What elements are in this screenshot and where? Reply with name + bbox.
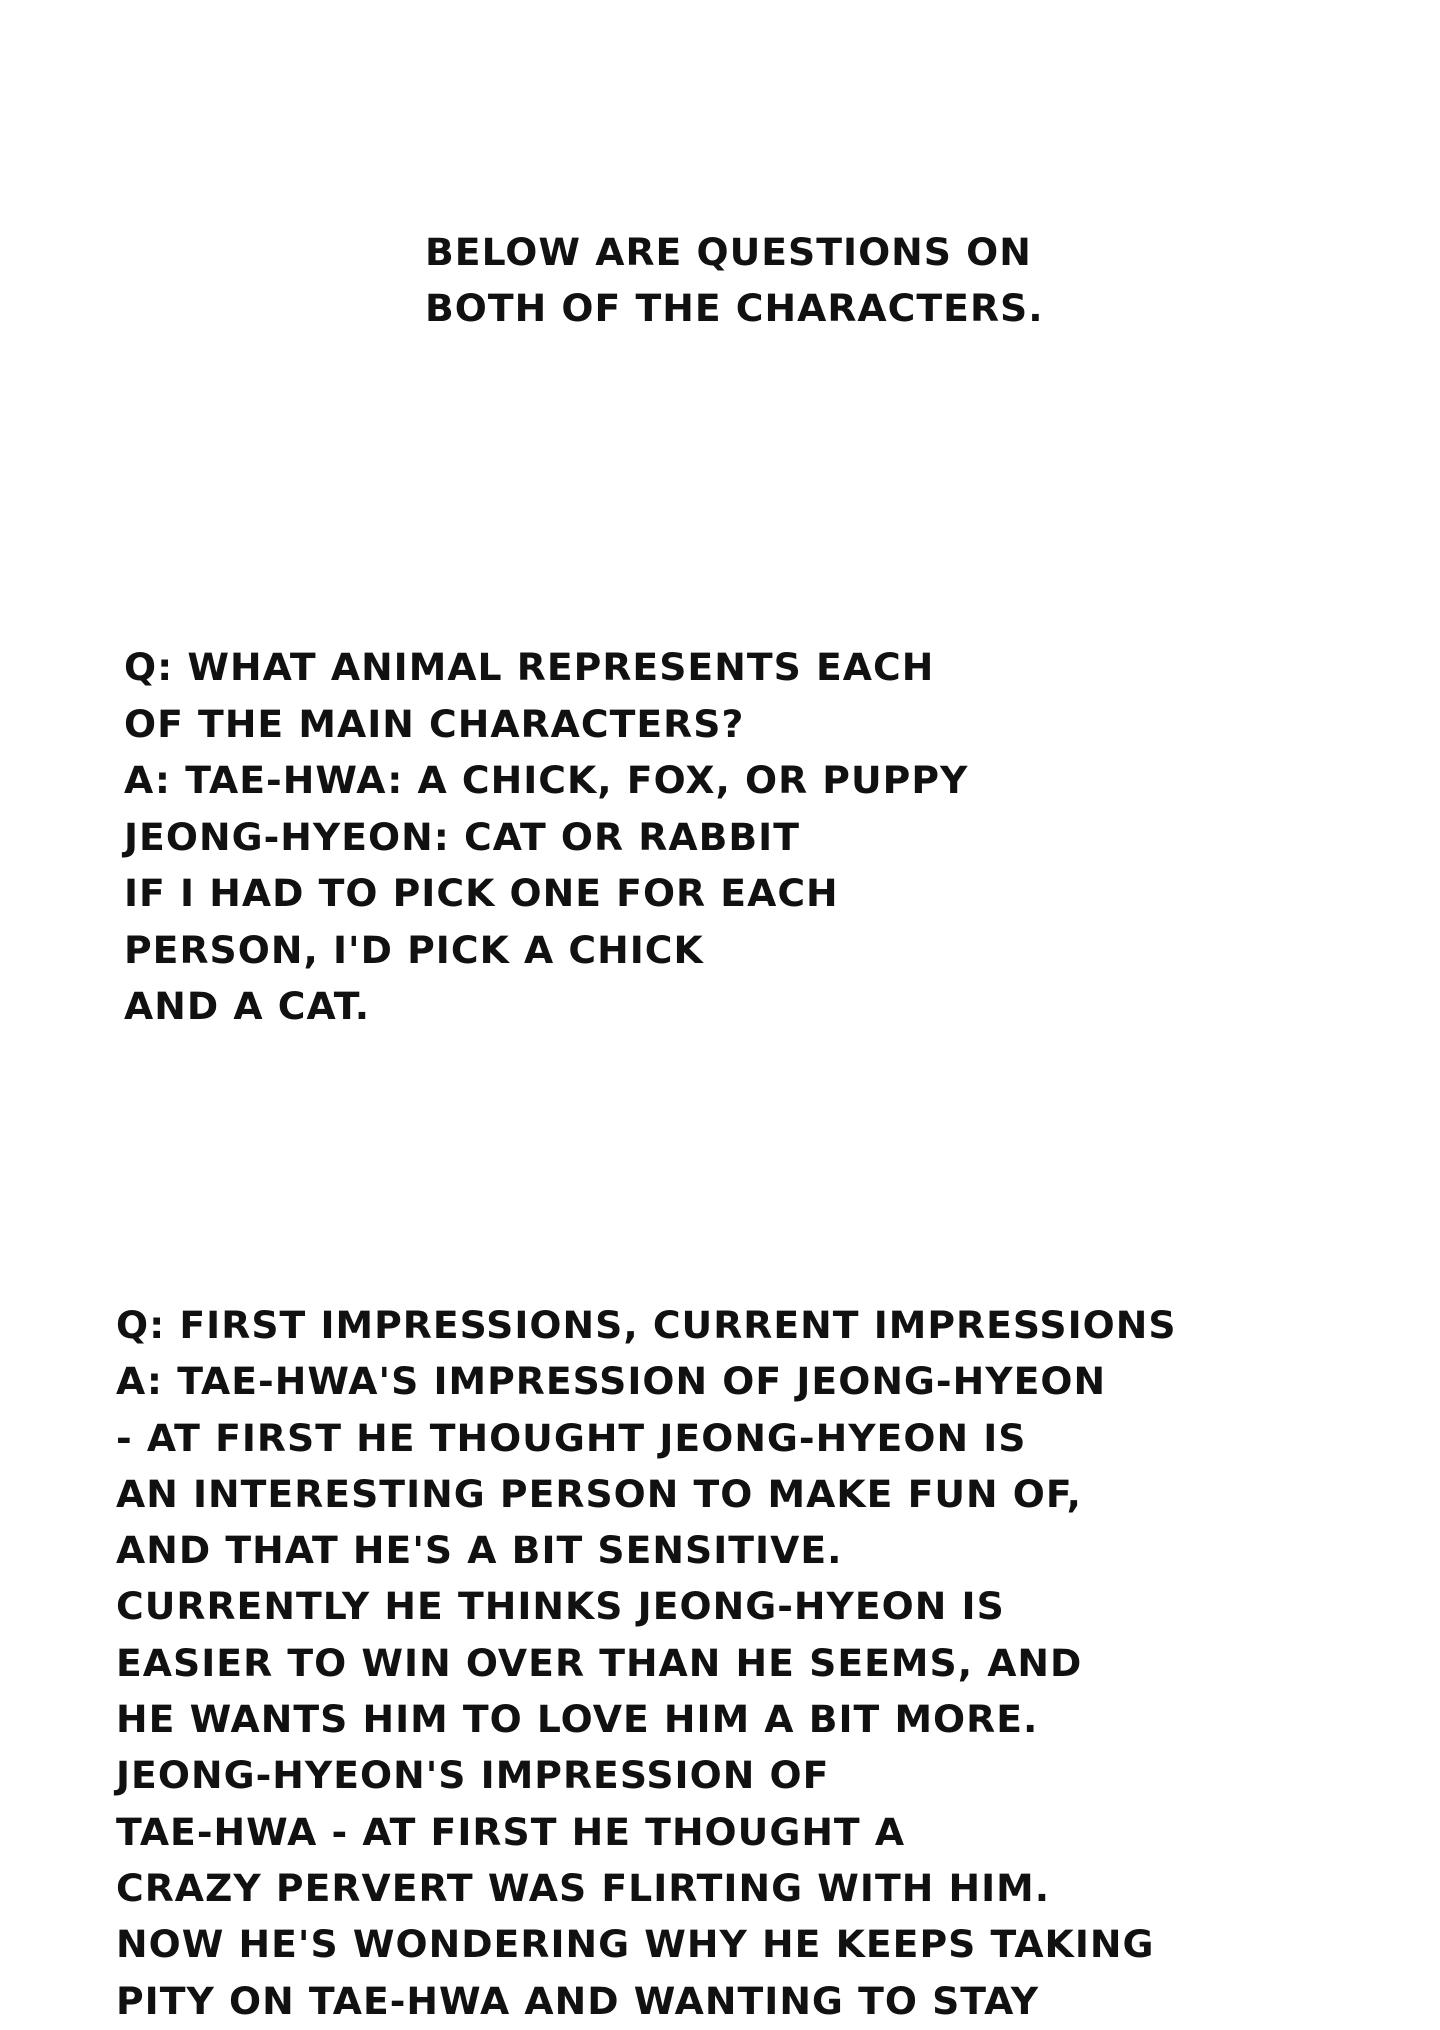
answer-line: AND A CAT. xyxy=(124,985,371,1028)
qa-impressions-block xyxy=(116,1298,1177,2030)
answer-line: CRAZY PERVERT WAS FLIRTING WITH HIM. xyxy=(116,1866,1051,1910)
answer-line: PERSON, I'D PICK A CHICK xyxy=(124,928,704,972)
text-line: BELOW ARE QUESTIONS ON xyxy=(425,231,1032,274)
answer-line: PITY ON TAE-HWA AND WANTING TO STAY xyxy=(116,1979,1040,2023)
answer-line: JEONG-HYEON'S IMPRESSION OF xyxy=(116,1754,830,1798)
answer-line: CURRENTLY HE THINKS JEONG-HYEON IS xyxy=(116,1585,1005,1629)
answer-line: AN INTERESTING PERSON TO MAKE FUN OF, xyxy=(116,1472,1083,1516)
answer-line: HE WANTS HIM TO LOVE HIM A BIT MORE. xyxy=(116,1698,1039,1742)
answer-line: TAE-HWA - AT FIRST HE THOUGHT A xyxy=(116,1810,906,1854)
answer-line: NOW HE'S WONDERING WHY HE KEEPS TAKING xyxy=(116,1923,1155,1967)
answer-line: A: TAE-HWA'S IMPRESSION OF JEONG-HYEON xyxy=(116,1360,1107,1404)
answer-line: IF I HAD TO PICK ONE FOR EACH xyxy=(124,872,839,915)
question-line: OF THE MAIN CHARACTERS? xyxy=(124,702,745,746)
question-line: Q: WHAT ANIMAL REPRESENTS EACH xyxy=(124,646,935,689)
answer-line: JEONG-HYEON: CAT OR RABBIT xyxy=(124,815,800,859)
question-line: Q: FIRST IMPRESSIONS, CURRENT IMPRESSIONS xyxy=(116,1304,1177,1347)
intro-text xyxy=(425,225,1044,337)
text-line: BOTH OF THE CHARACTERS. xyxy=(425,287,1044,330)
qa-animal-block xyxy=(124,640,969,1036)
answer-line: - AT FIRST HE THOUGHT JEONG-HYEON IS xyxy=(116,1416,1027,1460)
answer-line: A: TAE-HWA: A CHICK, FOX, OR PUPPY xyxy=(124,759,969,802)
answer-line: EASIER TO WIN OVER THAN HE SEEMS, AND xyxy=(116,1641,1083,1685)
answer-line: AND THAT HE'S A BIT SENSITIVE. xyxy=(116,1529,843,1573)
